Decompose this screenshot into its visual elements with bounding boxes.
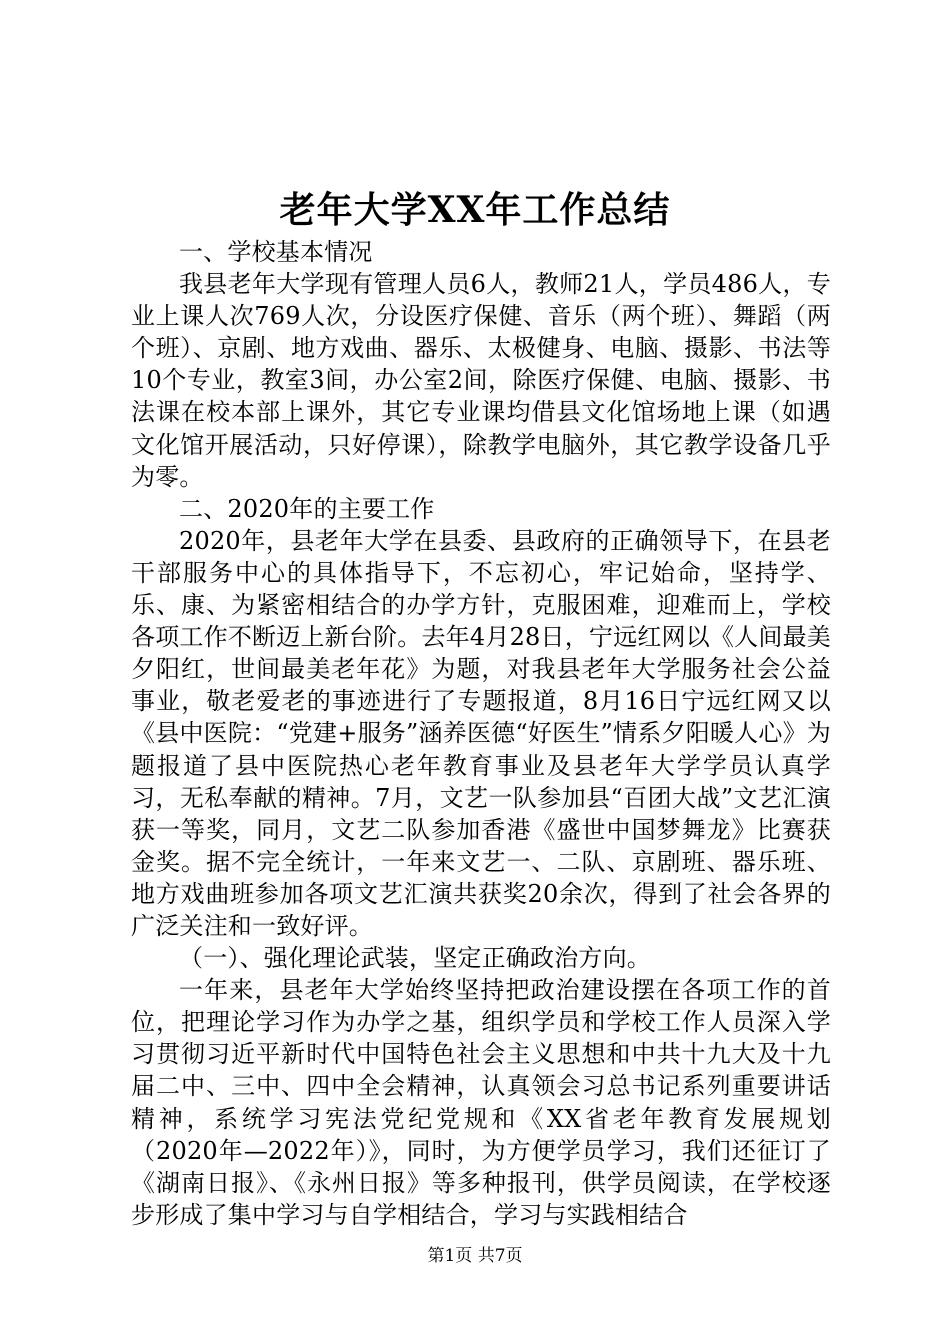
document-title: 老年大学XX年工作总结 bbox=[279, 189, 671, 231]
paragraph-main-work: 2020年，县老年大学在县委、县政府的正确领导下，在县老干部服务中心的具体指导下，不忘初心，牢记始命，坚持学、乐、康、为紧密相结合的办学方针，克服困难，迎难而上，学校各项工作不断迈上新台阶。去年4月28日，宁远红网以《人间最美夕阳红，世间最美老年花》为题，对我县老年大学服务社会公益事业，敬老爱老的事迹进行了专题报道，8月16日宁远红网又以《县中医院：“党建+服务”涵养医德“好医生”情系夕阳暖人心》为题报道了县中医院热心老年教育事业及县老年大学学员认真学习，无私奉献的精神。7月，文艺一队参加县“百团大战”文艺汇演获一等奖，同月，文艺二队参加香港《盛世中国梦舞龙》比赛获金奖。据不完全统计，一年来文艺一、二队、京剧班、器乐班、地方戏曲班参加各项文艺汇演共获奖20余次，得到了社会各界的广泛关注和一致好评。 bbox=[131, 526, 831, 940]
document-body bbox=[131, 236, 831, 1231]
paragraph-basic-info: 我县老年大学现有管理人员6人，教师21人，学员486人，专业上课人次769人次，分设医疗保健、音乐（两个班）、舞蹈（两个班）、京剧、地方戏曲、器乐、太极健身、电脑、摄影、书法等10个专业，教室3间，办公室2间，除医疗保健、电脑、摄影、书法课在校本部上课外，其它专业课均借县文化馆场地上课（如遇文化馆开展活动，只好停课），除教学电脑外，其它教学设备几乎为零。 bbox=[131, 270, 831, 491]
section-heading-main-work: 二、2020年的主要工作 bbox=[179, 494, 435, 523]
paragraph-theory: 一年来，县老年大学始终坚持把政治建设摆在各项工作的首位，把理论学习作为办学之基，组织学员和学校工作人员深入学习贯彻习近平新时代中国特色社会主义思想和中共十九大及十九届二中、三中、四中全会精神，认真领会习总书记系列重要讲话精神，系统学习宪法党纪党规和《XX省老年教育发展规划（2020年—2022年）》，同时，为方便学员学习，我们还征订了《湖南日报》、《永州日报》等多种报刊，供学员阅读，在学校逐步形成了集中学习与自学相结合，学习与实践相结合 bbox=[131, 976, 831, 1229]
subsection-heading-theory: （一）、强化理论武装，坚定正确政治方向。 bbox=[179, 944, 651, 973]
page-footer: 第1页 共7页 bbox=[427, 1246, 523, 1266]
section-heading-basic-info: 一、学校基本情况 bbox=[179, 238, 373, 266]
